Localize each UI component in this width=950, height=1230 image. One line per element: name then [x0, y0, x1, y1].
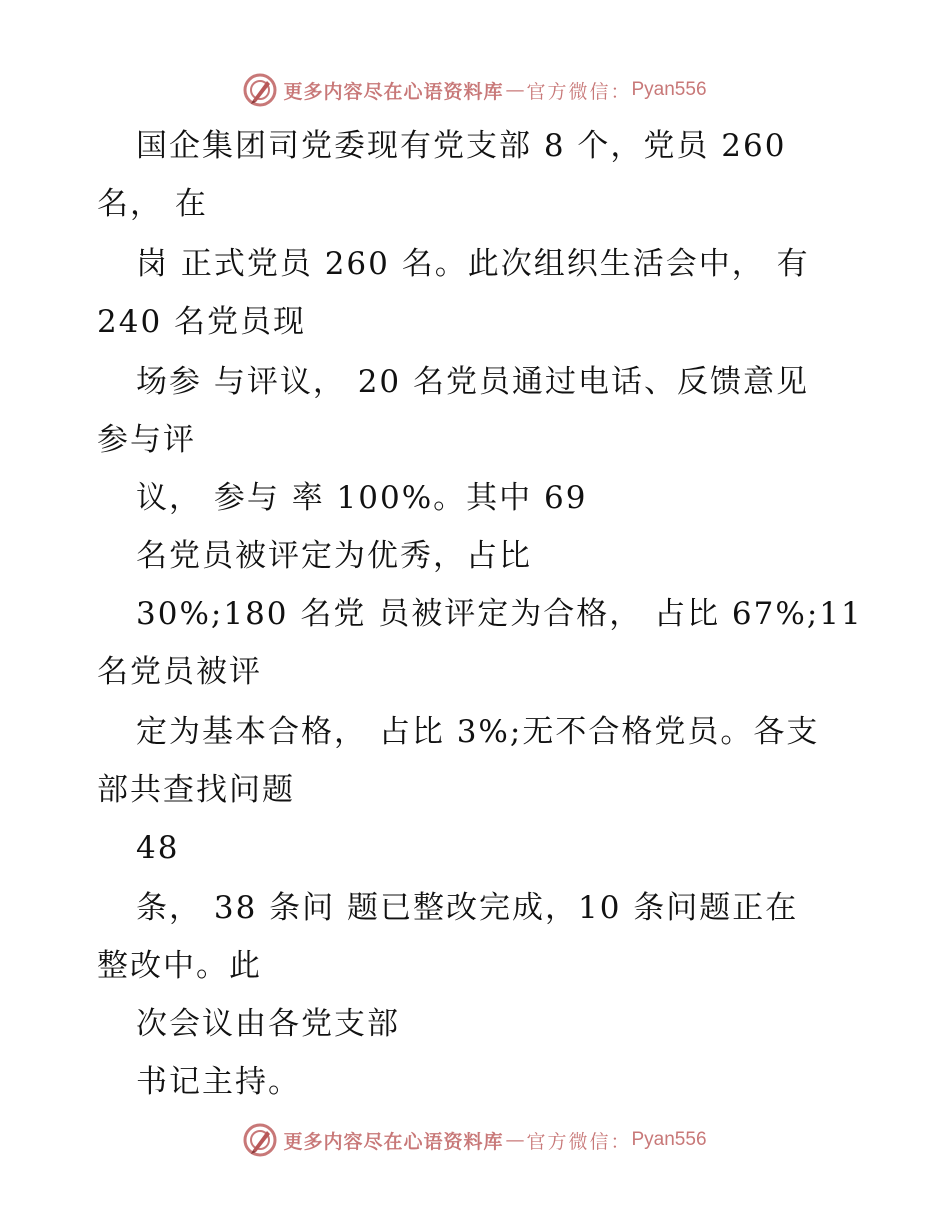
body-line: 场参 与评议， 20 名党员通过电话、反馈意见 [136, 364, 810, 400]
body-line: 部共查找问题 [97, 772, 295, 808]
body-line: 定为基本合格， 占比 3%;无不合格党员。各支 [136, 714, 820, 750]
body-line: 岗 正式党员 260 名。此次组织生活会中， 有 [136, 246, 810, 282]
body-line: 次会议由各党支部 [136, 1006, 400, 1042]
header-watermark [0, 70, 950, 110]
body-line: 30%;180 名党 员被评定为合格， 占比 67%;11 [136, 596, 863, 632]
body-line: 240 名党员现 [97, 304, 307, 340]
watermark-site-text: 更多内容尽在心语资料库 [283, 80, 504, 103]
watermark-wechat-id: Pyan556 [631, 79, 707, 100]
watermark-wechat-label: 官方微信： [526, 80, 632, 103]
body-line: 条， 38 条问 题已整改完成，10 条问题正在 [136, 890, 799, 926]
body-line: 整改中。此 [97, 948, 262, 984]
body-line: 书记主持。 [136, 1064, 301, 1100]
pen-logo-icon [243, 1123, 277, 1157]
watermark-wechat-id: Pyan556 [631, 1129, 707, 1150]
footer-watermark [0, 1120, 950, 1160]
body-line: 名， 在 [97, 186, 208, 222]
body-line: 参与评 [97, 422, 196, 458]
watermark-wechat-label: 官方微信： [526, 1130, 632, 1153]
body-line: 国企集团司党委现有党支部 8 个，党员 260 [136, 128, 787, 164]
watermark-dash: — [505, 1129, 525, 1151]
watermark-dash: — [505, 79, 525, 101]
pen-logo-icon [243, 73, 277, 107]
body-line: 名党员被评 [97, 654, 262, 690]
body-line: 议， 参与 率 100%。其中 69 [136, 480, 588, 516]
watermark-site-text: 更多内容尽在心语资料库 [283, 1130, 504, 1153]
body-line: 48 [136, 830, 180, 866]
body-line: 名党员被评定为优秀，占比 [136, 538, 532, 574]
